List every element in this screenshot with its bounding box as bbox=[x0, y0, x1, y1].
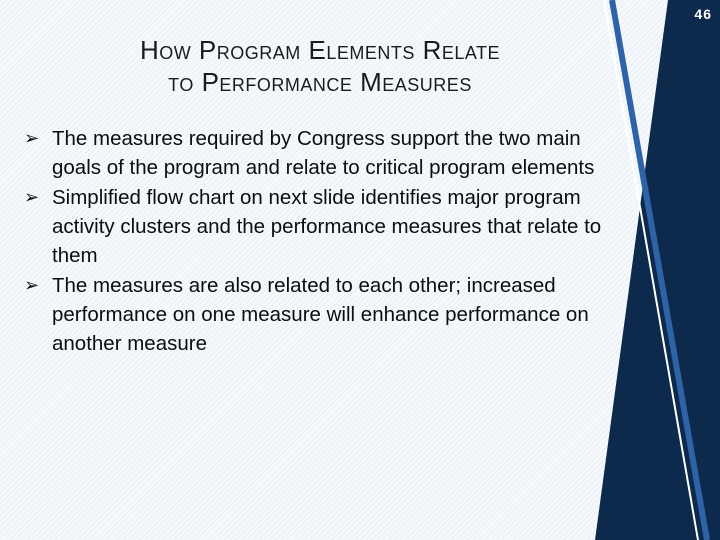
arrow-bullet-icon: ➢ bbox=[24, 187, 40, 207]
arrow-bullet-icon: ➢ bbox=[24, 275, 40, 295]
bullet-list bbox=[24, 124, 604, 359]
slide-title bbox=[60, 34, 580, 98]
bullet-text: Simplified flow chart on next slide identifies major program activity clusters and the performance measures that relate to them bbox=[52, 186, 602, 267]
slide-number: 46 bbox=[694, 6, 712, 22]
title-line-1: How Program Elements Relate bbox=[139, 35, 501, 65]
bullet-item bbox=[24, 124, 604, 182]
title-line-2: to Performance Measures bbox=[168, 67, 472, 97]
arrow-bullet-icon: ➢ bbox=[24, 128, 40, 148]
bullet-item bbox=[24, 183, 604, 270]
bullet-text: The measures are also related to each other; increased performance on one measure will enhance performance on another measure bbox=[52, 274, 589, 355]
bullet-item bbox=[24, 271, 604, 358]
bullet-text: The measures required by Congress support the two main goals of the program and relate to critical program elements bbox=[52, 127, 595, 179]
